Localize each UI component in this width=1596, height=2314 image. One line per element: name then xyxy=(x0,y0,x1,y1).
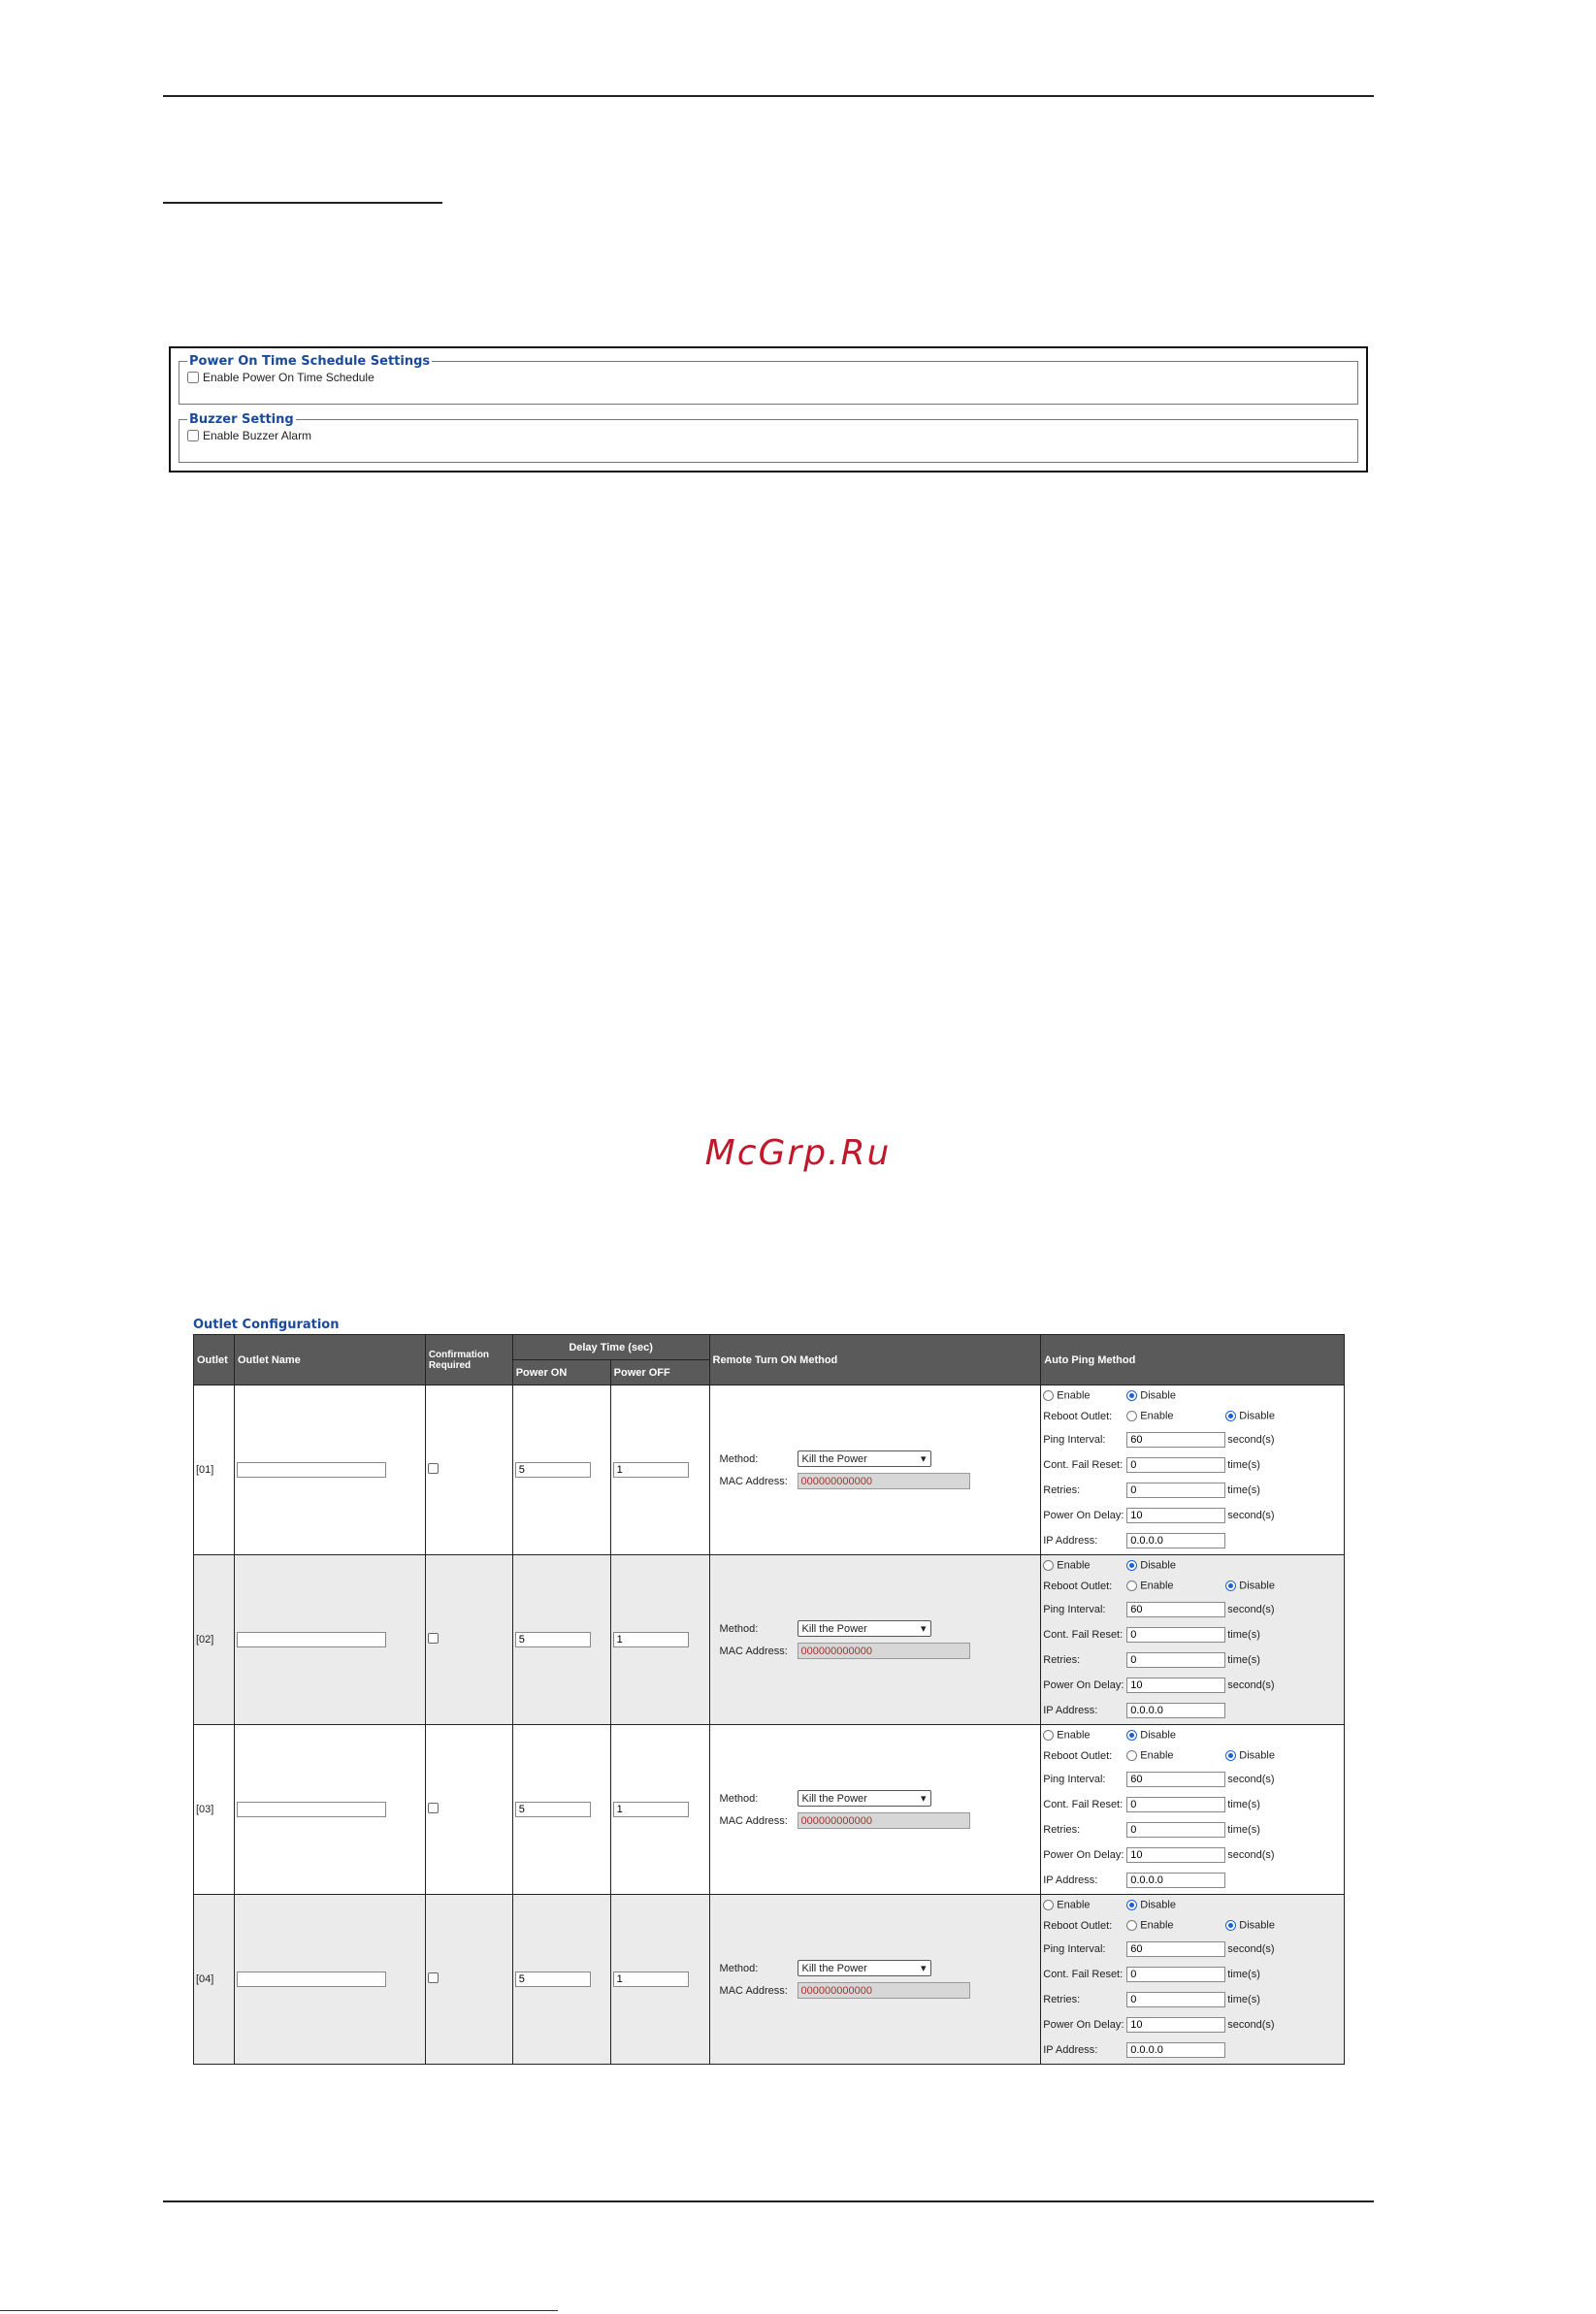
fail-reset-unit: time(s) xyxy=(1227,1968,1260,1980)
confirmation-checkbox[interactable] xyxy=(428,1972,439,1983)
ping-interval-row xyxy=(1043,1597,1342,1622)
fail-reset-unit: time(s) xyxy=(1227,1628,1260,1641)
retries-row xyxy=(1043,1987,1342,2012)
confirmation-cell xyxy=(425,1555,512,1725)
ping-interval-input[interactable] xyxy=(1126,1432,1225,1448)
reboot-disable-radio[interactable] xyxy=(1225,1581,1236,1591)
method-label: Method: xyxy=(719,1792,759,1805)
outlet-name-input[interactable] xyxy=(237,1802,386,1817)
reboot-enable-option[interactable] xyxy=(1126,1411,1225,1421)
header-remote-method: Remote Turn ON Method xyxy=(709,1335,1041,1385)
enable-buzzer-label: Enable Buzzer Alarm xyxy=(203,429,312,442)
reboot-disable-label: Disable xyxy=(1239,1749,1275,1762)
header-auto-ping: Auto Ping Method xyxy=(1041,1335,1345,1385)
outlet-name-input[interactable] xyxy=(237,1972,386,1987)
fail-reset-input[interactable] xyxy=(1126,1457,1225,1473)
ping-disable-label: Disable xyxy=(1140,1729,1176,1742)
ping-enable-label: Enable xyxy=(1057,1389,1091,1402)
mac-address-value: 000000000000 xyxy=(800,1475,872,1487)
ping-disable-radio[interactable] xyxy=(1126,1900,1137,1910)
confirmation-cell xyxy=(425,1385,512,1555)
reboot-enable-label: Enable xyxy=(1140,1919,1174,1932)
ping-disable-option[interactable] xyxy=(1126,1900,1176,1910)
auto-ping-block xyxy=(1043,1726,1342,1893)
reboot-disable-radio[interactable] xyxy=(1225,1750,1236,1761)
fail-reset-label: Cont. Fail Reset: xyxy=(1043,1968,1124,1980)
auto-ping-block xyxy=(1043,1556,1342,1723)
enable-schedule-row[interactable] xyxy=(187,371,1350,384)
outlet-id: [02] xyxy=(194,1555,235,1725)
buzzer-settings-legend: Buzzer Setting xyxy=(189,412,294,427)
header-outlet: Outlet xyxy=(194,1335,235,1385)
power-on-delay-input[interactable] xyxy=(515,1462,591,1478)
ip-address-input[interactable] xyxy=(1126,1873,1225,1888)
mac-label: MAC Address: xyxy=(719,1645,788,1657)
ping-interval-label: Ping Interval: xyxy=(1043,1942,1106,1955)
auto-ping-cell xyxy=(1041,1555,1345,1725)
watermark: McGrp.Ru xyxy=(704,1133,892,1173)
power-off-delay-input[interactable] xyxy=(613,1462,689,1478)
reboot-enable-radio[interactable] xyxy=(1126,1920,1137,1931)
mac-label: MAC Address: xyxy=(719,1475,788,1487)
outlet-name-cell xyxy=(234,1385,425,1555)
retries-unit: time(s) xyxy=(1227,1483,1260,1496)
remote-method-block xyxy=(712,1960,1039,1999)
retries-row xyxy=(1043,1478,1342,1503)
header-delay-time: Delay Time (sec) xyxy=(512,1335,709,1360)
outlet-name-input[interactable] xyxy=(237,1462,386,1478)
retries-unit: time(s) xyxy=(1227,1823,1260,1836)
ping-interval-row xyxy=(1043,1767,1342,1792)
retries-row xyxy=(1043,1817,1342,1842)
fail-reset-input[interactable] xyxy=(1126,1627,1225,1643)
method-select[interactable] xyxy=(798,1960,931,1976)
ip-address-input[interactable] xyxy=(1126,2042,1225,2058)
mac-address-field xyxy=(798,1473,970,1489)
ping-enable-label: Enable xyxy=(1057,1899,1091,1911)
ping-disable-option[interactable] xyxy=(1126,1730,1176,1741)
enable-buzzer-checkbox[interactable] xyxy=(187,430,199,441)
reboot-disable-option[interactable] xyxy=(1225,1750,1275,1761)
power-on-delay-unit: second(s) xyxy=(1227,2018,1275,2031)
retries-unit: time(s) xyxy=(1227,1993,1260,2005)
ping-disable-label: Disable xyxy=(1140,1389,1176,1402)
fail-reset-input[interactable] xyxy=(1126,1967,1225,1982)
power-on-delay-input[interactable] xyxy=(515,1632,591,1647)
mac-address-field xyxy=(798,1643,970,1659)
power-on-delay-row xyxy=(1043,2012,1342,2037)
confirmation-checkbox[interactable] xyxy=(428,1463,439,1474)
ping-enable-option[interactable] xyxy=(1043,1730,1126,1741)
table-row xyxy=(194,1385,1345,1555)
top-rule xyxy=(163,95,1374,97)
outlet-rows xyxy=(194,1385,1345,2065)
fail-reset-label: Cont. Fail Reset: xyxy=(1043,1458,1124,1471)
fail-reset-unit: time(s) xyxy=(1227,1798,1260,1810)
mac-address-value: 000000000000 xyxy=(800,1814,872,1827)
ping-interval-label: Ping Interval: xyxy=(1043,1773,1106,1785)
schedule-settings-legend: Power On Time Schedule Settings xyxy=(189,354,431,369)
ping-disable-radio[interactable] xyxy=(1126,1560,1137,1571)
ip-address-label: IP Address: xyxy=(1043,1874,1098,1886)
ip-address-row xyxy=(1043,1698,1342,1723)
retries-label: Retries: xyxy=(1043,1823,1081,1836)
ping-disable-label: Disable xyxy=(1140,1899,1176,1911)
remote-method-block xyxy=(712,1450,1039,1489)
power-on-cell xyxy=(512,1385,610,1555)
method-select[interactable] xyxy=(798,1450,931,1467)
ping-disable-option[interactable] xyxy=(1126,1560,1176,1571)
outlet-id: [01] xyxy=(194,1385,235,1555)
fail-reset-row xyxy=(1043,1792,1342,1817)
header-outlet-name: Outlet Name xyxy=(234,1335,425,1385)
ping-disable-label: Disable xyxy=(1140,1559,1176,1572)
ping-enable-radio[interactable] xyxy=(1043,1900,1054,1910)
section-heading-underline xyxy=(163,202,442,204)
ip-address-row xyxy=(1043,1868,1342,1893)
power-on-delay-input[interactable] xyxy=(1126,1847,1225,1863)
reboot-outlet-label: Reboot Outlet: xyxy=(1043,1919,1113,1932)
settings-panel xyxy=(169,346,1368,473)
ping-enable-radio[interactable] xyxy=(1043,1560,1054,1571)
header-power-on: Power ON xyxy=(512,1360,610,1385)
confirmation-cell xyxy=(425,1895,512,2065)
power-on-delay-row xyxy=(1043,1673,1342,1698)
ping-enable-row xyxy=(1043,1386,1342,1406)
ping-interval-label: Ping Interval: xyxy=(1043,1603,1106,1615)
power-on-delay-input[interactable] xyxy=(515,1802,591,1817)
outlet-name-input[interactable] xyxy=(237,1632,386,1647)
footer-line xyxy=(0,2310,558,2311)
ping-disable-radio[interactable] xyxy=(1126,1730,1137,1741)
outlet-name-cell xyxy=(234,1725,425,1895)
ping-interval-unit: second(s) xyxy=(1227,1773,1275,1785)
power-on-delay-unit: second(s) xyxy=(1227,1678,1275,1691)
reboot-disable-option[interactable] xyxy=(1225,1581,1275,1591)
reboot-outlet-label: Reboot Outlet: xyxy=(1043,1580,1113,1592)
buzzer-settings-group xyxy=(179,412,1358,463)
power-off-cell xyxy=(610,1385,709,1555)
outlet-name-cell xyxy=(234,1895,425,2065)
reboot-enable-radio[interactable] xyxy=(1126,1581,1137,1591)
ip-address-label: IP Address: xyxy=(1043,2043,1098,2056)
fail-reset-row xyxy=(1043,1622,1342,1647)
method-value: Kill the Power xyxy=(801,1962,867,1974)
power-on-delay-input[interactable] xyxy=(1126,1508,1225,1523)
remote-method-cell xyxy=(709,1385,1041,1555)
retries-input[interactable] xyxy=(1126,1483,1225,1498)
header-confirmation: Confirmation Required xyxy=(425,1335,512,1385)
outlet-name-cell xyxy=(234,1555,425,1725)
remote-method-cell xyxy=(709,1725,1041,1895)
ping-interval-input[interactable] xyxy=(1126,1772,1225,1787)
ping-enable-row xyxy=(1043,1556,1342,1576)
ip-address-input[interactable] xyxy=(1126,1703,1225,1718)
retries-input[interactable] xyxy=(1126,1992,1225,2007)
chevron-down-icon: ▾ xyxy=(921,1793,927,1805)
ping-enable-option[interactable] xyxy=(1043,1390,1126,1401)
retries-input[interactable] xyxy=(1126,1652,1225,1668)
remote-method-block xyxy=(712,1620,1039,1659)
fail-reset-row xyxy=(1043,1962,1342,1987)
chevron-down-icon: ▾ xyxy=(921,1453,927,1465)
header-power-off: Power OFF xyxy=(610,1360,709,1385)
mac-address-field xyxy=(798,1812,970,1829)
fail-reset-input[interactable] xyxy=(1126,1797,1225,1812)
reboot-disable-option[interactable] xyxy=(1225,1920,1275,1931)
outlet-id: [03] xyxy=(194,1725,235,1895)
ping-disable-radio[interactable] xyxy=(1126,1390,1137,1401)
ip-address-input[interactable] xyxy=(1126,1533,1225,1548)
power-off-cell xyxy=(610,1725,709,1895)
power-on-delay-label: Power On Delay: xyxy=(1043,2018,1124,2031)
auto-ping-cell xyxy=(1041,1725,1345,1895)
mac-address-value: 000000000000 xyxy=(800,1645,872,1657)
reboot-disable-label: Disable xyxy=(1239,1919,1275,1932)
ping-enable-label: Enable xyxy=(1057,1729,1091,1742)
schedule-settings-group xyxy=(179,354,1358,405)
reboot-disable-option[interactable] xyxy=(1225,1411,1275,1421)
ping-enable-radio[interactable] xyxy=(1043,1730,1054,1741)
fail-reset-row xyxy=(1043,1452,1342,1478)
ping-interval-unit: second(s) xyxy=(1227,1603,1275,1615)
reboot-enable-label: Enable xyxy=(1140,1580,1174,1592)
power-on-delay-label: Power On Delay: xyxy=(1043,1678,1124,1691)
remote-method-cell xyxy=(709,1555,1041,1725)
remote-method-cell xyxy=(709,1895,1041,2065)
retries-input[interactable] xyxy=(1126,1822,1225,1838)
method-label: Method: xyxy=(719,1962,759,1974)
reboot-enable-option[interactable] xyxy=(1126,1920,1225,1931)
confirmation-checkbox[interactable] xyxy=(428,1803,439,1813)
ping-enable-label: Enable xyxy=(1057,1559,1091,1572)
ip-address-label: IP Address: xyxy=(1043,1704,1098,1716)
outlet-config-title: Outlet Configuration xyxy=(193,1318,340,1332)
power-on-delay-input[interactable] xyxy=(1126,2017,1225,2033)
fail-reset-unit: time(s) xyxy=(1227,1458,1260,1471)
table-row xyxy=(194,1555,1345,1725)
reboot-enable-radio[interactable] xyxy=(1126,1750,1137,1761)
power-on-delay-unit: second(s) xyxy=(1227,1848,1275,1861)
outlet-config-table xyxy=(193,1334,1345,2065)
auto-ping-cell xyxy=(1041,1895,1345,2065)
reboot-disable-radio[interactable] xyxy=(1225,1920,1236,1931)
ping-interval-row xyxy=(1043,1427,1342,1452)
reboot-outlet-row xyxy=(1043,1406,1342,1427)
auto-ping-block xyxy=(1043,1896,1342,2063)
power-off-cell xyxy=(610,1555,709,1725)
remote-method-block xyxy=(712,1790,1039,1829)
power-off-cell xyxy=(610,1895,709,2065)
ping-enable-row xyxy=(1043,1896,1342,1915)
ping-enable-row xyxy=(1043,1726,1342,1745)
method-value: Kill the Power xyxy=(801,1622,867,1635)
ping-interval-unit: second(s) xyxy=(1227,1433,1275,1446)
enable-schedule-checkbox[interactable] xyxy=(187,372,199,383)
reboot-outlet-label: Reboot Outlet: xyxy=(1043,1410,1113,1422)
power-off-delay-input[interactable] xyxy=(613,1972,689,1987)
power-on-cell xyxy=(512,1895,610,2065)
outlet-id: [04] xyxy=(194,1895,235,2065)
ip-address-row xyxy=(1043,1528,1342,1553)
retries-label: Retries: xyxy=(1043,1483,1081,1496)
ping-disable-option[interactable] xyxy=(1126,1390,1176,1401)
retries-label: Retries: xyxy=(1043,1653,1081,1666)
power-on-cell xyxy=(512,1555,610,1725)
method-select[interactable] xyxy=(798,1790,931,1807)
power-on-delay-label: Power On Delay: xyxy=(1043,1848,1124,1861)
mac-label: MAC Address: xyxy=(719,1814,788,1827)
power-off-delay-input[interactable] xyxy=(613,1802,689,1817)
ping-interval-unit: second(s) xyxy=(1227,1942,1275,1955)
method-value: Kill the Power xyxy=(801,1792,867,1805)
method-value: Kill the Power xyxy=(801,1452,867,1465)
ping-enable-option[interactable] xyxy=(1043,1900,1126,1910)
ping-interval-row xyxy=(1043,1937,1342,1962)
reboot-outlet-row xyxy=(1043,1915,1342,1937)
confirmation-cell xyxy=(425,1725,512,1895)
reboot-enable-label: Enable xyxy=(1140,1749,1174,1762)
retries-row xyxy=(1043,1647,1342,1673)
power-on-delay-label: Power On Delay: xyxy=(1043,1509,1124,1521)
enable-buzzer-row[interactable] xyxy=(187,429,1350,442)
power-on-delay-unit: second(s) xyxy=(1227,1509,1275,1521)
ping-interval-input[interactable] xyxy=(1126,1602,1225,1617)
retries-label: Retries: xyxy=(1043,1993,1081,2005)
mac-address-value: 000000000000 xyxy=(800,1984,872,1997)
reboot-outlet-row xyxy=(1043,1745,1342,1767)
bottom-rule xyxy=(163,2200,1374,2202)
mac-label: MAC Address: xyxy=(719,1984,788,1997)
reboot-enable-label: Enable xyxy=(1140,1410,1174,1422)
power-off-delay-input[interactable] xyxy=(613,1632,689,1647)
power-on-delay-row xyxy=(1043,1503,1342,1528)
reboot-enable-option[interactable] xyxy=(1126,1750,1225,1761)
reboot-enable-radio[interactable] xyxy=(1126,1411,1137,1421)
ping-interval-input[interactable] xyxy=(1126,1941,1225,1957)
reboot-enable-option[interactable] xyxy=(1126,1581,1225,1591)
reboot-disable-radio[interactable] xyxy=(1225,1411,1236,1421)
reboot-disable-label: Disable xyxy=(1239,1410,1275,1422)
reboot-outlet-row xyxy=(1043,1576,1342,1597)
ip-address-row xyxy=(1043,2037,1342,2063)
fail-reset-label: Cont. Fail Reset: xyxy=(1043,1798,1124,1810)
chevron-down-icon: ▾ xyxy=(921,1963,927,1974)
auto-ping-cell xyxy=(1041,1385,1345,1555)
method-select[interactable] xyxy=(798,1620,931,1637)
retries-unit: time(s) xyxy=(1227,1653,1260,1666)
mac-address-field xyxy=(798,1982,970,1999)
power-on-delay-input[interactable] xyxy=(1126,1678,1225,1693)
ping-enable-radio[interactable] xyxy=(1043,1390,1054,1401)
ip-address-label: IP Address: xyxy=(1043,1534,1098,1547)
reboot-outlet-label: Reboot Outlet: xyxy=(1043,1749,1113,1762)
enable-schedule-label: Enable Power On Time Schedule xyxy=(203,371,375,384)
method-label: Method: xyxy=(719,1622,759,1635)
chevron-down-icon: ▾ xyxy=(921,1623,927,1635)
ping-interval-label: Ping Interval: xyxy=(1043,1433,1106,1446)
auto-ping-block xyxy=(1043,1386,1342,1553)
confirmation-checkbox[interactable] xyxy=(428,1633,439,1644)
fail-reset-label: Cont. Fail Reset: xyxy=(1043,1628,1124,1641)
power-on-delay-row xyxy=(1043,1842,1342,1868)
ping-enable-option[interactable] xyxy=(1043,1560,1126,1571)
power-on-cell xyxy=(512,1725,610,1895)
power-on-delay-input[interactable] xyxy=(515,1972,591,1987)
table-row xyxy=(194,1725,1345,1895)
reboot-disable-label: Disable xyxy=(1239,1580,1275,1592)
table-row xyxy=(194,1895,1345,2065)
method-label: Method: xyxy=(719,1452,759,1465)
